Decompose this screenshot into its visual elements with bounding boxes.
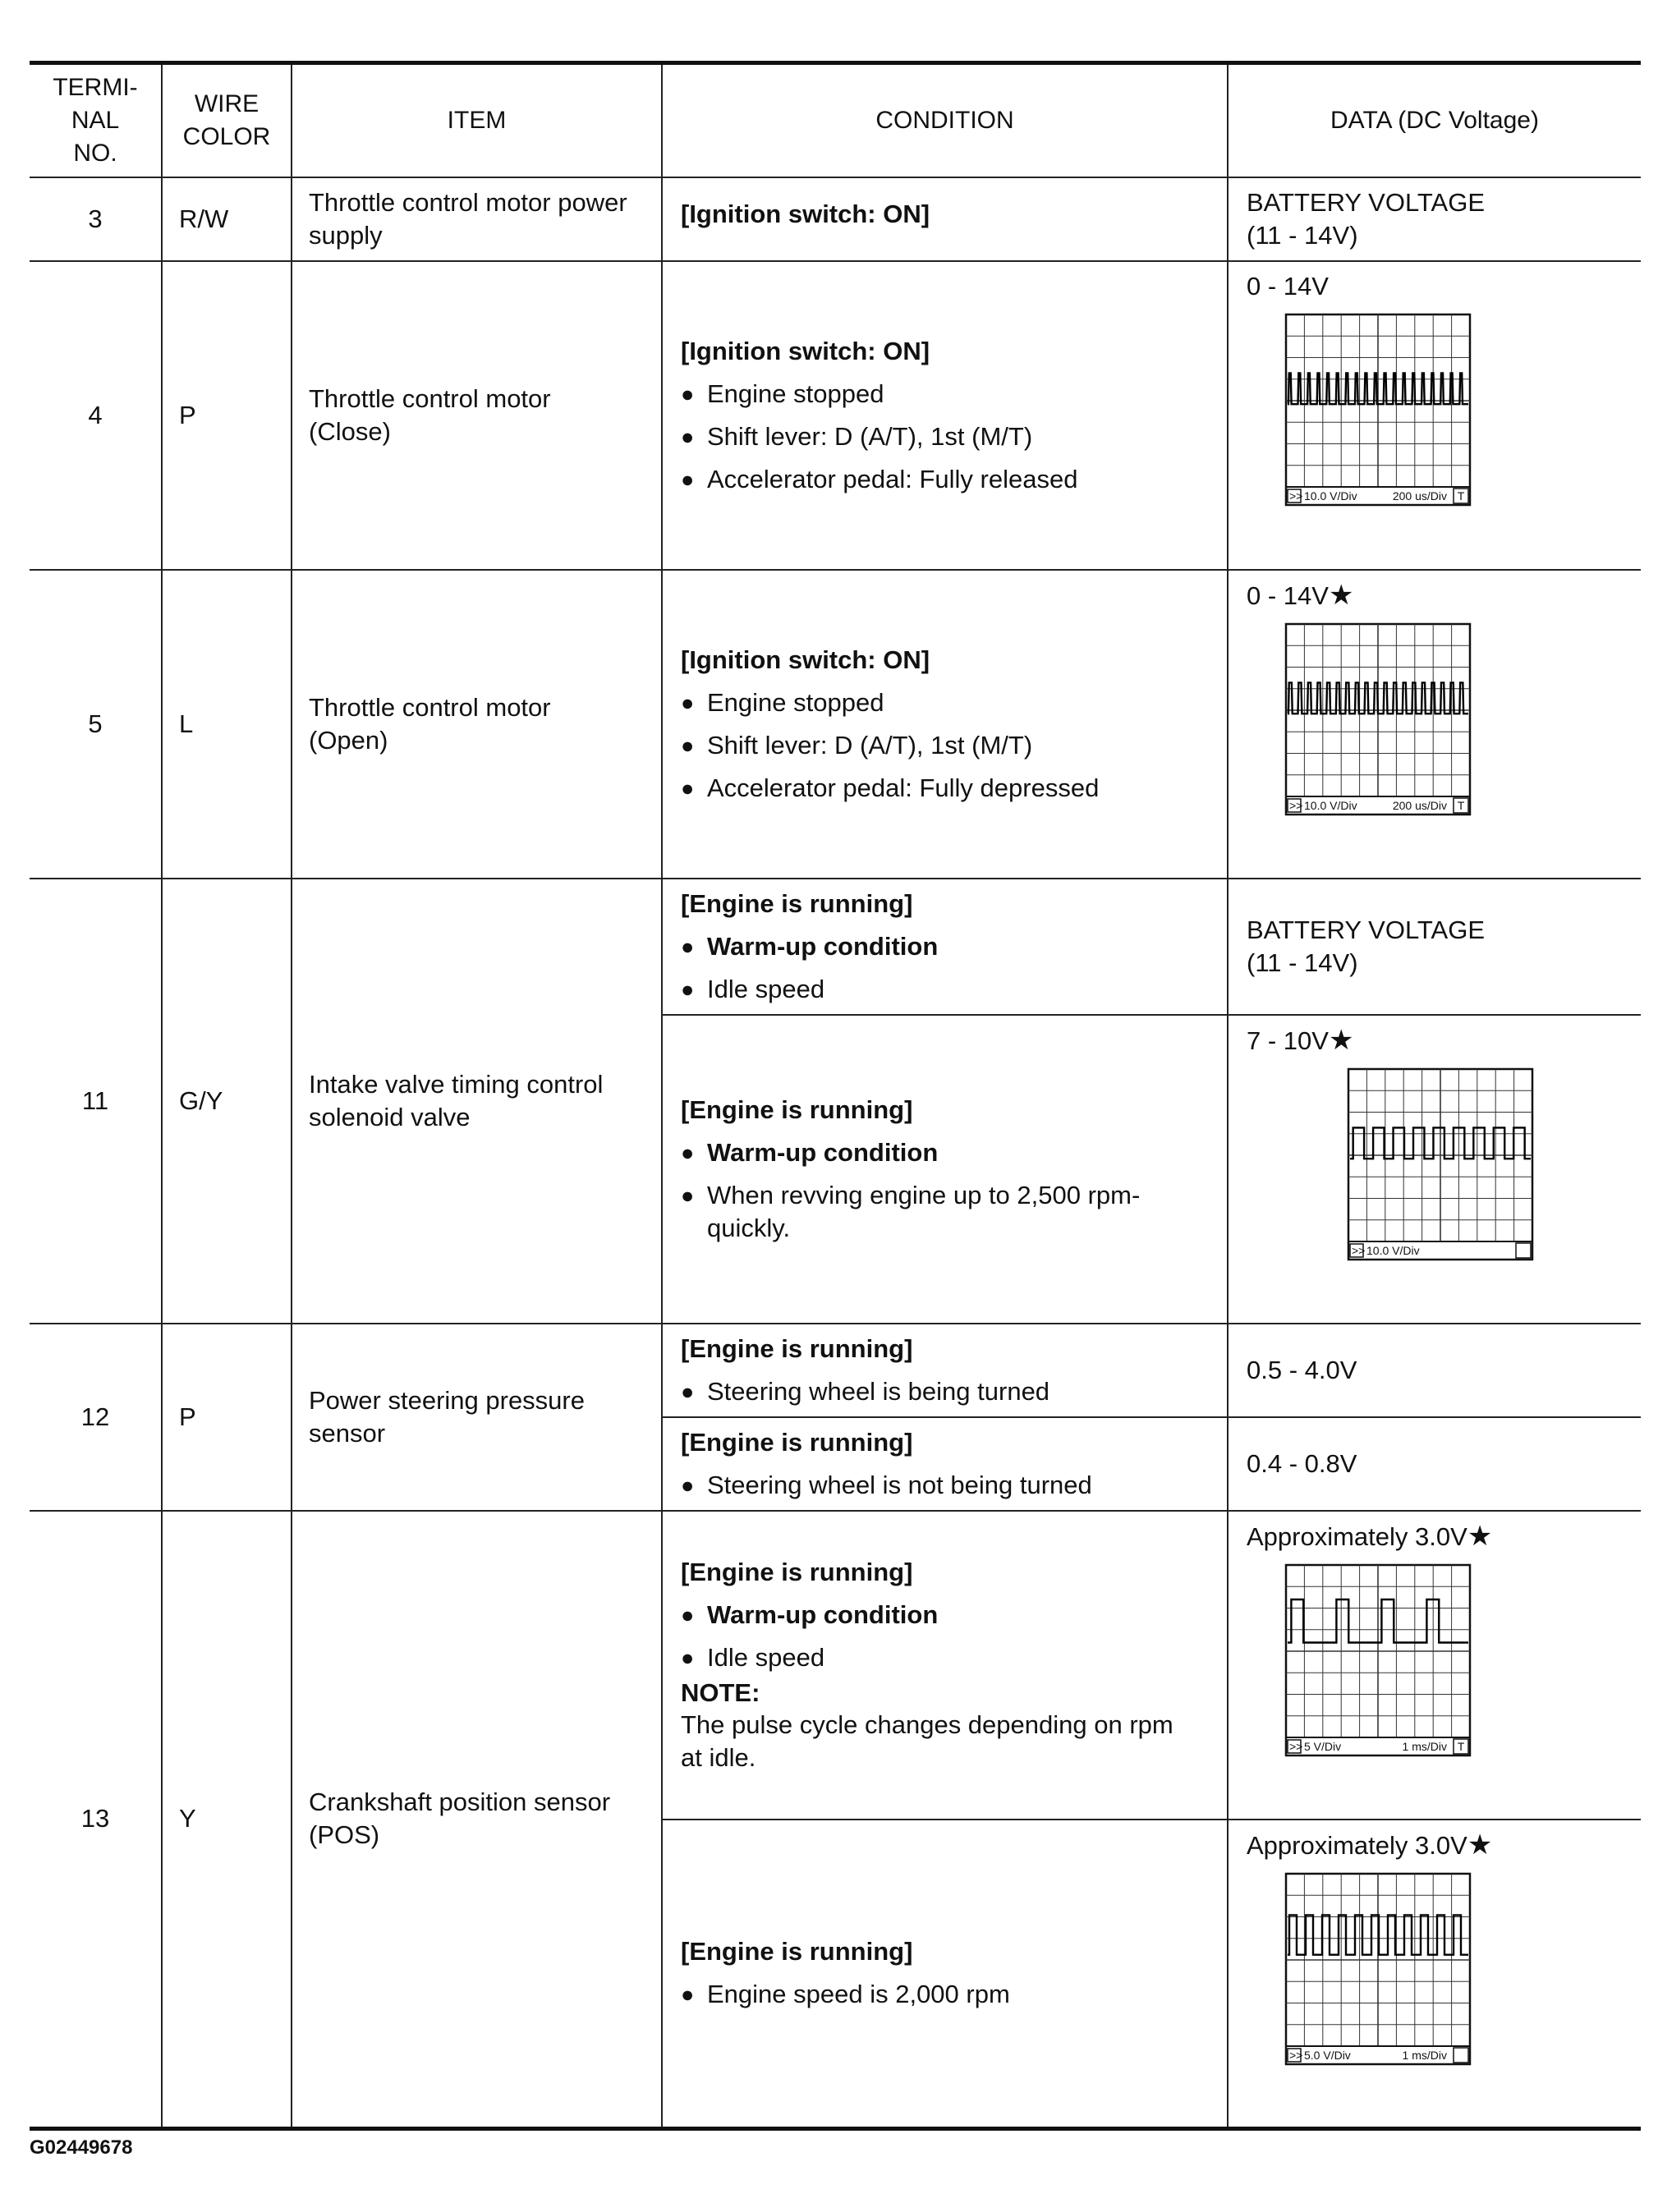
scope-arrow-glyph: >> [1352, 1244, 1366, 1257]
data-cell [1228, 1324, 1641, 1417]
oscilloscope-waveform [1283, 1870, 1473, 2069]
header-row [30, 63, 1641, 178]
condition-item: ● When revving engine up to 2,500 rpm- quickly. [681, 1179, 1209, 1245]
dc-voltage-value: BATTERY VOLTAGE (11 - 14V) [1247, 916, 1485, 977]
table-row [30, 261, 1641, 570]
oscilloscope-panel [1283, 1562, 1623, 1760]
scope-trigger-marker: T [1457, 799, 1465, 812]
dc-voltage-value: Approximately 3.0V★ [1247, 1521, 1493, 1552]
scope-volts-per-div: 10.0 V/Div [1366, 1244, 1420, 1257]
condition-heading: [Engine is running] [681, 1558, 913, 1586]
item-cell [292, 177, 662, 261]
item-cell [292, 879, 662, 1324]
star-icon: ★ [1328, 580, 1354, 611]
star-icon: ★ [1328, 1025, 1354, 1056]
scope-trigger-marker: T [1457, 1740, 1465, 1753]
star-icon: ★ [1467, 1521, 1493, 1552]
terminal-data-table [30, 61, 1641, 2131]
scope-time-per-div: 200 us/Div [1392, 799, 1447, 812]
condition-list [681, 1599, 1209, 1674]
terminal-no: 3 [88, 204, 103, 233]
wire-color: P [179, 401, 196, 429]
scope-trace [1288, 682, 1468, 714]
oscilloscope-waveform [1283, 621, 1473, 819]
scope-time-per-div: 1 ms/Div [1402, 2049, 1447, 2062]
scope-trigger-marker: T [1457, 489, 1465, 503]
condition-item: ● Warm-up condition [681, 1136, 1209, 1169]
scope-volts-per-div: 5.0 V/Div [1304, 2049, 1351, 2062]
oscilloscope-waveform [1345, 1066, 1536, 1264]
terminal-no-cell [30, 879, 162, 1324]
oscilloscope-panel [1283, 311, 1623, 510]
condition-list [681, 1136, 1209, 1245]
terminal-no: 5 [88, 709, 103, 738]
data-cell [1228, 177, 1641, 261]
table-row [30, 879, 1641, 1015]
item-name: Intake valve timing control solenoid valve [309, 1070, 604, 1131]
condition-cell [662, 879, 1228, 1015]
data-cell [1228, 1511, 1641, 1820]
item-name: Throttle control motor (Open) [309, 693, 551, 755]
condition-heading: [Ignition switch: ON] [681, 200, 930, 228]
condition-cell [662, 1324, 1228, 1417]
condition-cell [662, 1511, 1228, 1820]
condition-cell [662, 1417, 1228, 1511]
condition-item: ● Idle speed [681, 1641, 1209, 1674]
condition-item: ● Engine stopped [681, 378, 1209, 411]
wire-color-cell [162, 261, 292, 570]
scope-arrow-glyph: >> [1289, 489, 1303, 503]
oscilloscope-panel [1345, 1066, 1623, 1264]
item-cell [292, 1324, 662, 1511]
condition-item: ● Engine speed is 2,000 rpm [681, 1978, 1209, 2011]
oscilloscope-waveform [1283, 311, 1473, 510]
data-cell [1228, 570, 1641, 879]
data-cell [1228, 1820, 1641, 2128]
scope-arrow-glyph: >> [1289, 1740, 1303, 1753]
note-heading: NOTE: [681, 1678, 760, 1707]
item-cell [292, 261, 662, 570]
header-data: DATA (DC Voltage) [1228, 63, 1641, 178]
condition-heading: [Engine is running] [681, 1428, 913, 1457]
scope-time-per-div: 200 us/Div [1392, 489, 1447, 503]
header-terminal-no: TERMI- NAL NO. [30, 63, 162, 178]
condition-cell [662, 177, 1228, 261]
table-row [30, 177, 1641, 261]
terminal-no-cell [30, 177, 162, 261]
data-cell [1228, 261, 1641, 570]
table-row [30, 1324, 1641, 1417]
wire-color-cell [162, 177, 292, 261]
condition-list [681, 1375, 1209, 1408]
scope-volts-per-div: 10.0 V/Div [1304, 799, 1357, 812]
oscilloscope-panel [1283, 621, 1623, 819]
dc-voltage-value: 0 - 14V★ [1247, 580, 1354, 611]
dc-voltage-value: 0 - 14V [1247, 272, 1329, 301]
wire-color-cell [162, 570, 292, 879]
item-cell [292, 1511, 662, 2128]
scope-trace [1288, 1915, 1468, 1954]
wire-color: P [179, 1402, 196, 1431]
condition-cell [662, 1820, 1228, 2128]
condition-list [681, 686, 1209, 805]
table-row [30, 1511, 1641, 1820]
item-cell [292, 570, 662, 879]
condition-item: ● Accelerator pedal: Fully released [681, 463, 1209, 496]
terminal-no-cell [30, 570, 162, 879]
terminal-no-cell [30, 1324, 162, 1511]
condition-item: ● Shift lever: D (A/T), 1st (M/T) [681, 420, 1209, 453]
oscilloscope-panel [1283, 1870, 1623, 2069]
wire-color: Y [179, 1804, 196, 1833]
condition-heading: [Engine is running] [681, 1334, 913, 1363]
terminal-no-cell [30, 261, 162, 570]
item-name: Power steering pressure sensor [309, 1386, 585, 1448]
condition-cell [662, 570, 1228, 879]
condition-item: ● Steering wheel is not being turned [681, 1469, 1209, 1502]
wire-color-cell [162, 879, 292, 1324]
condition-heading: [Engine is running] [681, 1095, 913, 1124]
data-cell [1228, 1015, 1641, 1324]
dc-voltage-value: BATTERY VOLTAGE (11 - 14V) [1247, 188, 1485, 250]
data-cell [1228, 1417, 1641, 1511]
condition-item: ● Engine stopped [681, 686, 1209, 719]
condition-item: ● Idle speed [681, 973, 1209, 1006]
scope-volts-per-div: 10.0 V/Div [1304, 489, 1357, 503]
star-icon: ★ [1467, 1829, 1493, 1861]
condition-list [681, 378, 1209, 496]
condition-cell [662, 1015, 1228, 1324]
wire-color-cell [162, 1324, 292, 1511]
condition-heading: [Engine is running] [681, 889, 913, 918]
scope-time-per-div: 1 ms/Div [1402, 1740, 1447, 1753]
terminal-data-table-sheet [30, 61, 1641, 2131]
scope-volts-per-div: 5 V/Div [1304, 1740, 1342, 1753]
condition-cell [662, 261, 1228, 570]
terminal-no: 11 [81, 1086, 109, 1115]
terminal-no: 4 [88, 401, 103, 429]
note-text: The pulse cycle changes depending on rpm at idle. [681, 1710, 1173, 1772]
condition-item: ● Steering wheel is being turned [681, 1375, 1209, 1408]
condition-list [681, 930, 1209, 1006]
item-name: Throttle control motor (Close) [309, 384, 551, 446]
condition-item: ● Shift lever: D (A/T), 1st (M/T) [681, 729, 1209, 762]
figure-code: G02449678 [30, 2136, 133, 2159]
dc-voltage-value: Approximately 3.0V★ [1247, 1829, 1493, 1861]
table-row [30, 570, 1641, 879]
header-wire-color: WIRE COLOR [162, 63, 292, 178]
condition-item: ● Warm-up condition [681, 1599, 1209, 1631]
condition-heading: [Engine is running] [681, 1937, 913, 1966]
dc-voltage-value: 0.5 - 4.0V [1247, 1356, 1357, 1384]
condition-heading: [Ignition switch: ON] [681, 645, 930, 674]
terminal-no-cell [30, 1511, 162, 2128]
terminal-no: 12 [80, 1402, 110, 1431]
condition-list [681, 1469, 1209, 1502]
table-body [30, 177, 1641, 2128]
condition-item: ● Warm-up condition [681, 930, 1209, 963]
wire-color: G/Y [179, 1086, 223, 1115]
wire-color: R/W [179, 204, 229, 233]
condition-item: ● Accelerator pedal: Fully depressed [681, 772, 1209, 805]
oscilloscope-waveform [1283, 1562, 1473, 1760]
data-cell [1228, 879, 1641, 1015]
item-name: Throttle control motor power supply [309, 188, 627, 250]
condition-list [681, 1978, 1209, 2011]
terminal-no: 13 [80, 1804, 110, 1833]
header-condition: CONDITION [662, 63, 1228, 178]
scope-arrow-glyph: >> [1289, 2049, 1303, 2062]
item-name: Crankshaft position sensor (POS) [309, 1787, 611, 1850]
condition-heading: [Ignition switch: ON] [681, 337, 930, 365]
wire-color-cell [162, 1511, 292, 2128]
wire-color: L [179, 709, 194, 738]
dc-voltage-value: 0.4 - 0.8V [1247, 1449, 1357, 1478]
scope-arrow-glyph: >> [1289, 799, 1303, 812]
header-item: ITEM [292, 63, 662, 178]
dc-voltage-value: 7 - 10V★ [1247, 1025, 1354, 1056]
